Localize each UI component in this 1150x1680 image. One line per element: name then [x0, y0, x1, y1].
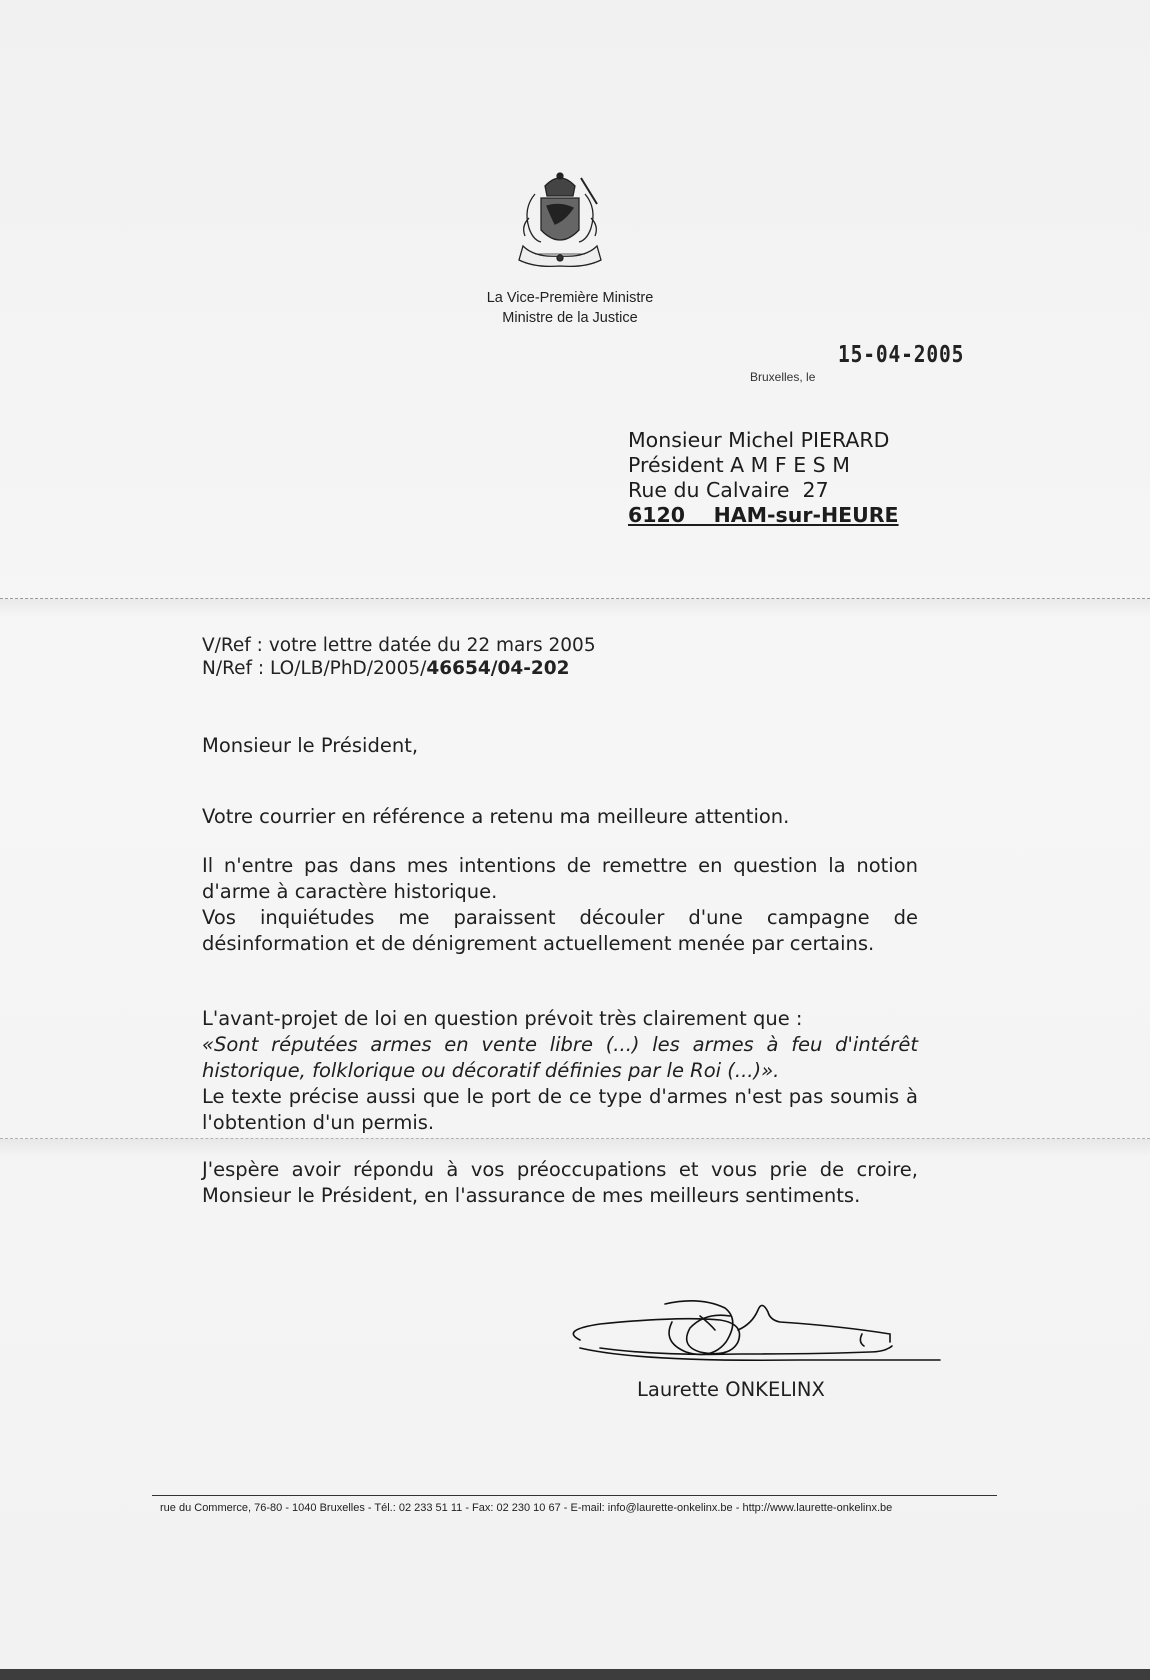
vref-value: votre lettre datée du 22 mars 2005	[268, 635, 596, 656]
closing-paragraph: J'espère avoir répondu à vos préoccupations et vous prie de croire, Monsieur le Président, en l'assurance de mes meilleurs sentiments.	[202, 1158, 918, 1207]
date-city-label: Bruxelles, le	[750, 370, 816, 384]
fold-shadow	[0, 1139, 1150, 1157]
salutation: Monsieur le Président,	[202, 734, 419, 757]
vref-label: V/Ref :	[202, 635, 263, 656]
belgian-coat-of-arms-icon	[515, 168, 605, 278]
paragraph-2	[202, 853, 918, 957]
fold-shadow	[0, 599, 1150, 617]
paragraph-2-sentence-2: Vos inquiétudes me paraissent découler d'une campagne de désinformation et de dénigrement actuellement menée par certains.	[202, 906, 918, 955]
recipient-street: Rue du Calvaire 27	[628, 478, 829, 502]
minister-title-line2: Ministre de la Justice	[502, 310, 638, 326]
handwritten-signature	[540, 1290, 950, 1370]
paragraph-2-sentence-1: Il n'entre pas dans mes intentions de remettre en question la notion d'arme à caractère historique.	[202, 854, 918, 903]
nref-number: 46654/04-202	[426, 658, 570, 679]
law-quote: «Sont réputées armes en vente libre (...) les armes à feu d'intérêt historique, folklorique ou décoratif définies par le Roi (...)».	[202, 1033, 918, 1082]
recipient-name: Monsieur Michel PIERARD	[628, 428, 890, 452]
footer-divider	[152, 1495, 997, 1496]
recipient-city: 6120 HAM-sur-HEURE	[628, 503, 899, 527]
minister-title-line1: La Vice-Première Ministre	[486, 290, 654, 306]
paragraph-1: Votre courrier en référence a retenu ma meilleure attention.	[202, 805, 790, 828]
scan-bottom-edge	[0, 1669, 1150, 1680]
signatory-name: Laurette ONKELINX	[637, 1378, 825, 1401]
paragraph-3	[202, 1006, 918, 1136]
nref-label: N/Ref :	[202, 658, 265, 679]
minister-title-block	[420, 288, 720, 328]
recipient-title: Président A M F E S M	[628, 453, 850, 477]
nref-prefix: LO/LB/PhD/2005/	[270, 658, 427, 679]
paragraph-3-intro: L'avant-projet de loi en question prévoit très clairement que :	[202, 1007, 803, 1030]
our-reference	[202, 657, 596, 680]
letterhead-footer: rue du Commerce, 76-80 - 1040 Bruxelles - Tél.: 02 233 51 11 - Fax: 02 230 10 67 - E-mail: info@laurette-onkelinx.be - http://www.laurette-onkelinx.be	[160, 1502, 893, 1514]
date-stamp: 15-04-2005	[838, 342, 965, 368]
recipient-address	[628, 428, 899, 528]
your-reference	[202, 634, 596, 657]
paragraph-3-end: Le texte précise aussi que le port de ce type d'armes n'est pas soumis à l'obtention d'un permis.	[202, 1085, 918, 1134]
references-block	[202, 634, 596, 680]
